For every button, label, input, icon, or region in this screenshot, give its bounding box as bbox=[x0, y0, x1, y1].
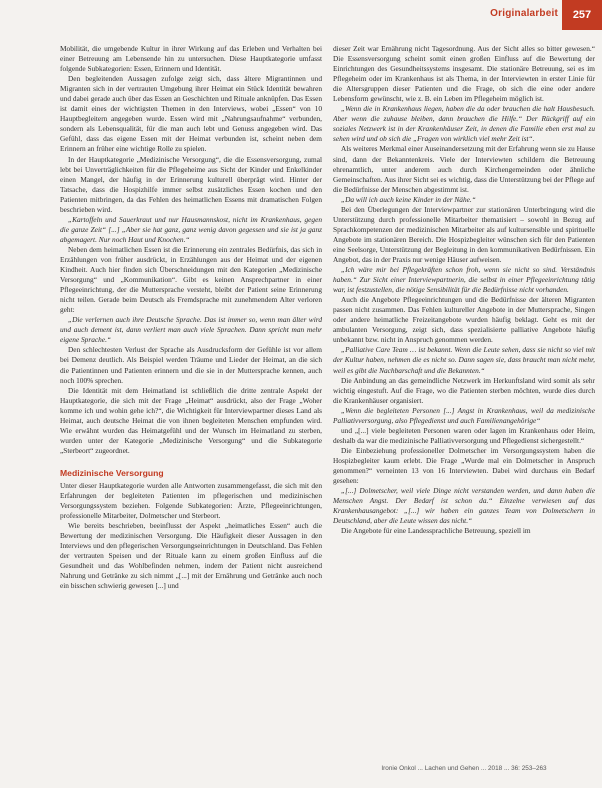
paragraph: Die Identität mit dem Heimatland ist schließlich die dritte zentrale Aspekt der Hauptkategorie, die sich mit der Frage „Heimat“ ausdrückt, also der Frage „Woher komme ich und wohin gehe ich?“, die Wichtigkeit für Interviewpartner dieses Land als Heimat, auch deutsche Heimat die von ihnen begleiteten Menschen empfunden wird. Wie erwähnt wurden das Heimatgefühl und der Wunsch im Heimatland zu sterben, wurden unter der Kategorie „Medizinische Versorgung“ und die Subkategorie „Sterbeort“ zugeordnet. bbox=[60, 385, 322, 455]
paragraph: Neben dem heimatlichen Essen ist die Erinnerung ein zentrales Bedürfnis, das sich in Erzählungen von früher ausdrückt, in Erzählungen aus der Heimat und der eigenen Kindheit. Auch hier finden sich Überschneidungen mit den Kategorien „Medizinische Versorgung“ und „Kommunikation“. Gibt es keinen Ansprechpartner in einer Pflegeeinrichtung, der die Muttersprache versteht, bleibt der Patient seine Erinnerung nicht teilen. Gerade beim Deutsch als Fremdsprache mit zunehmendem Alter verloren geht: bbox=[60, 244, 322, 315]
quote-text: „Palliative Care Team … ist bekannt. Wenn die Leute sehen, dass sie nicht so viel mit der Kultur haben, nehmen die es nicht so. Dann sagen sie, dass braucht man nicht mehr, weil es gibt die Nachbarschaft und die Bekannten.“ bbox=[333, 345, 595, 375]
quote-text: „Kartoffeln und Sauerkraut und nur Hausmannskost, nicht im Krankenhaus, gegen die ganze Zeit“ [...] „Aber sie hat ganz, ganz wenig davon gegessen und sie ist ja ganz abgemagert. Nur noch Haut und Knochen.“ bbox=[60, 214, 322, 244]
paragraph: und „[...] viele begleiteten Personen waren oder lagen im Krankenhaus oder Heim, deshalb da war die medizinische Palliativversorgung und Pflegedienst sichergestellt.“ bbox=[333, 425, 595, 445]
paragraph: Die Einbeziehung professioneller Dolmetscher im Versorgungssystem haben die Hospizbegleiter kaum erlebt. Die Frage „Wurde mal ein Dolmetscher in Anspruch genommen?“ verneinten 13 von 16 Interviewten. Dabei wird durchaus ein Bedarf gesehen: bbox=[333, 445, 595, 486]
quote bbox=[333, 345, 595, 375]
paragraph: Bei den Überlegungen der Interviewpartner zur stationären Unterbringung wird die Unterstützung durch professionelle Mitarbeiter thematisiert – sowohl in Bezug auf Sprachkompetenzen der medizinischen Mitarbeiter als auf kultursensible und spirituelle Angebote im stationären Bereich. Die Hospizbegleiter wünschen sich für den Patienten eine Seelsorge, Unterstützung der Begleitung in den kommunikativen Bedürfnissen. Ein Angebot, das in der Praxis nur wenige Häuser aufweisen. bbox=[333, 204, 595, 264]
paragraph: Wie bereits beschrieben, beeinflusst der Aspekt „heimatliches Essen“ auch die Bewertung der medizinischen Versorgung. Die Häufigkeit dieser Aussagen in den Interviews und den pflegerischen Versorgungseinrichtungen in Deutschland. Das Fehlen der vertrauten Speisen und der Rituale kann zu einem großen Einfluss auf die Gesundheit und das Wohlbefinden nehmen, indem der Patient nicht ausreichend Nahrung und Getränke zu sich nimmt „[...] mit der Ernährung und Getränke auch noch ein bisschen schwierig gewesen [...] und bbox=[60, 521, 322, 591]
paragraph: In der Hauptkategorie „Medizinische Versorgung“, die die Essensversorgung, zumal lebt bei Unverträglichkeiten für die Pflegeheime aus Sicht der Kinder und Enkelkinder einen Mangel, der häufig in der Erinnerung kulturell überprägt wird. Hinter der Tatsache, dass die Hospizhilfe immer selbst zusätzliches Essen kochen und den Patienten mitbringen, da das Fehlen des heimatlichen Essens mit dramatischen Folgen beschrieben wird. bbox=[60, 154, 322, 214]
paragraph: Die Angebote für eine Landessprachliche Betreuung, speziell im bbox=[341, 526, 531, 536]
paragraph: Den begleitenden Aussagen zufolge zeigt sich, dass ältere Migrantinnen und Migranten sich in der vertrauten Umgebung ihrer Heimat ein Stück Identität bewahren und dabei gerade auch über das Essen an Geschichten und Rituale anknüpfen. Das Essen ist damit eines der wichtigsten Themen in den Interviews, wobei „Essen“ von 10 Hauptbegleitern angegeben wurde. Essen wird mit „Nahrungsaufnahme“ verbunden, sondern als Lebensqualität, für die man auch lebt und Genuss angegeben wird. Das Gefühl, dass das eigene Essen mit der Heimat verbunden ist, scheint neben dem Erinnern an früher eine wichtige Rolle zu spielen. bbox=[60, 74, 322, 154]
paragraph: Mobilität, die umgebende Kultur in ihrer Wirkung auf das Erleben und Verhalten bei einer Betreuung am Lebensende hin zu untersuchen. Diese Hauptkategorie umfasst folgende Subkategorien: Essen, Erinnern und Identität. bbox=[60, 44, 322, 74]
paragraph: dieser Zeit war Ernährung nicht Tagesordnung. Aus der Sicht alles so bitter gewesen.“ Die Essensversorgung scheint somit einen großen Einfluss auf die Bewertung der Einrichtungen des Gesundheitssystems insgesamt. Die stationäre Betreuung, sei es im Pflegeheim oder im Krankenhaus ist als Thema, in der Interviewten in erster Linie für die Altersgruppen dieser Patienten und die Frage, ob sich die eine oder andere Lebensform gewünscht, wie z. B. ein Leben im Pflegeheim möglich ist. bbox=[333, 44, 595, 104]
paragraph: Als weiteres Merkmal einer Auseinandersetzung mit der Erfahrung wenn sie zu Hause sind, dann der Bekanntenkreis. Viele der Interviewten schildern die Betreuung ehrenamtlich, unter anderem auch durch Kirchengemeinden oder ähnliche Gemeinschaften. Aus ihrer Sicht sei es wichtig, dass die Unterstützung bei der Pflege auf die Bedürfnisse der Menschen abgestimmt ist. bbox=[333, 144, 595, 194]
page-footer-citation: Ironie Onkol ... Lachen und Gehen ... 2018 ... 36: 253–263 bbox=[381, 765, 547, 772]
quote bbox=[60, 215, 322, 245]
paragraph: Die Anbindung an das gemeindliche Netzwerk im Herkunftsland wird somit als sehr wichtig eingestuft. Auf die Frage, wo die Patienten sterben möchten, wurde dies durch die Krankenhäuser organisiert. bbox=[333, 375, 595, 405]
quote-text: „[...] Dolmetscher, weil viele Dinge nicht verstanden werden, und dann haben die Menschen Angst. Der Bedarf ist schon da.“ Einzelne verwiesen auf das Krankenhausangebot: „[...] wir haben ein ganzes Team von Dolmetschern in Deutschland, aber die Leute wissen das nicht.“ bbox=[333, 486, 595, 526]
right-column bbox=[333, 44, 595, 749]
quote bbox=[60, 315, 322, 345]
quote-text: „Ich wäre mir bei Pflegekräften schon froh, wenn sie nicht so sind. Verständnis haben.“ Zur Sicht einer Interviewpartnerin, die selbst in einer Pflegeeinrichtung tätig war, ist festzustellen, die nötige Sensibilität für die Bedürfnisse nicht vorhanden. bbox=[333, 265, 595, 295]
quote bbox=[333, 406, 595, 426]
page-number-badge: 257 bbox=[562, 0, 602, 30]
paragraph: Den schlechtesten Verlust der Sprache als Ausdrucksform der Gefühle ist vor allem bei Demenz deutlich. Als Beispiel werden Träume und Lieder der Heimat, an die sich die Patientinnen und Patienten erinnern und die sie in der Muttersprache kennen, auch noch 100% sprechen. bbox=[60, 345, 322, 385]
quote-text: „Wenn die begleiteten Personen [...] Angst in Krankenhaus, weil da medizinische Palliativversorgung, also Pflegedienst und auch Familienangehörige“ bbox=[333, 405, 595, 425]
quote bbox=[333, 104, 595, 144]
quote bbox=[333, 195, 595, 205]
quote-text: „Da will ich auch keine Kinder in der Nähe.“ bbox=[341, 194, 476, 204]
quote-text: „Die verlernen auch ihre Deutsche Sprache. Das ist immer so, wenn man älter wird und auch dement ist, dann verliert man auch viele Sprachen. Dann spricht man mehr eigene Sprache.“ bbox=[60, 315, 322, 345]
quote bbox=[333, 486, 595, 526]
paragraph: Unter dieser Hauptkategorie wurden alle Antworten zusammengefasst, die sich mit den Erfahrungen der begleiteten Patienten im pflegerischen und medizinischen Versorgungssystem beziehen. Folgende Subkategorien: Ärzte, Pflegeeinrichtungen, professionelle Mitarbeiter, Dolmetscher und Sterbeort. bbox=[60, 480, 322, 521]
quote bbox=[333, 265, 595, 295]
section-label: Originalarbeit bbox=[490, 8, 558, 19]
quote-text: „Wenn die in Krankenhaus liegen, haben die da oder brauchen die halt Hausbesuch. Aber wenn die zuhause bleiben, dann brauchen die Hilfe.“ Der Rückgriff auf ein soziales Netzwerk ist in der Krankenhäuser Zeit, in denen die Familie eben erst mal zu sehen wird und ob sich die „Fragen von wirklich viel mehr Zeit ist“. bbox=[333, 104, 595, 144]
page-header bbox=[0, 0, 602, 30]
paragraph: Auch die Angebote Pflegeeinrichtungen und die Bedürfnisse der älteren Migranten passen nicht zusammen. Das Fehlen kultureller Angebote in der Muttersprache, Singen oder andere heimatliche Freizeitangebote wurden häufig beklagt. Geht es mit der ambulanten Versorgung, zeigt sich, dass spezialisierte palliative Angebote häufig unbekannt bzw. nicht in Anspruch genommen werden. bbox=[333, 295, 595, 345]
section-heading: Medizinische Versorgung bbox=[60, 467, 164, 478]
left-column bbox=[60, 44, 322, 749]
